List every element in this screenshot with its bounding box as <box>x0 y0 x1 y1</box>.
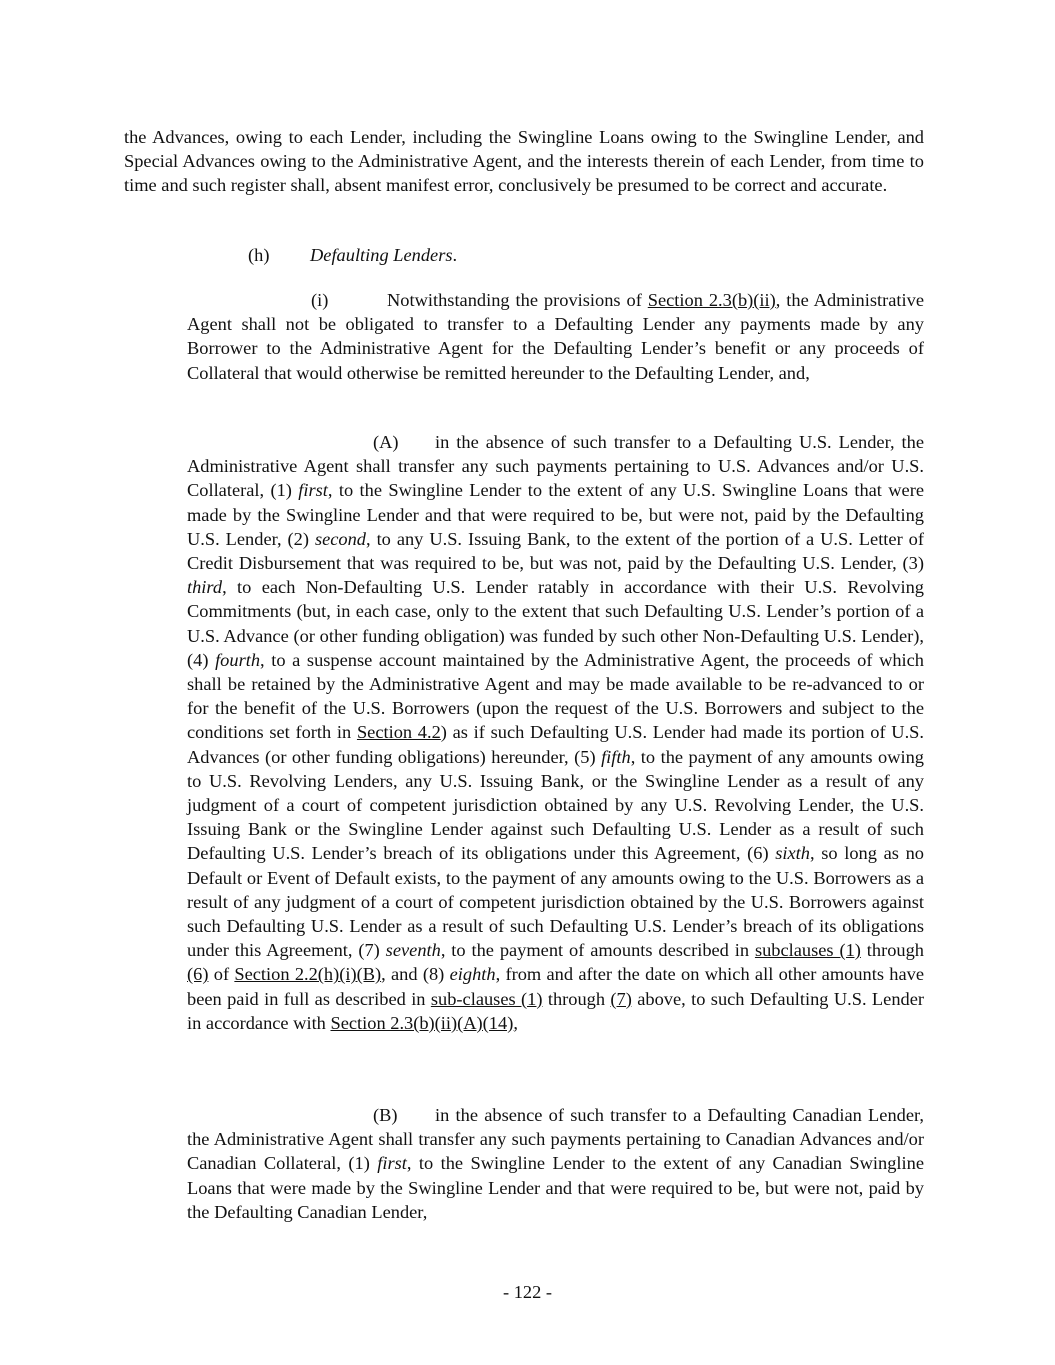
text-span: , to any U.S. Issuing Bank, to the extent of the portion of a U.S. Letter of Credit Disbursement that was required to be, but was not, paid by the Defaulting U.S. Lender, (3) <box>187 528 924 574</box>
ordinal-term: first <box>298 480 328 501</box>
text-span: , to the Swingline Lender to the extent of any Canadian Swingline Loans that were made by the Swingline Lender and that were required to be, but were not, paid by the Defaulting Canadian Lender, <box>187 1153 924 1222</box>
subsection-i-number: (i) <box>311 290 329 310</box>
ordinal-term: second <box>314 528 367 549</box>
text-span: , to each Non-Defaulting U.S. Lender ratably in accordance with their U.S. Revolving Commitments (but, in each case, only to the extent that such Defaulting U.S. Lender’s portion of a U.S. Advance (or other funding obligation) was funded by such other Non-Defaulting U.S. Lender), (4) <box>187 577 924 670</box>
subsection-i-paragraph <box>187 288 924 385</box>
ordinal-term: seventh <box>385 940 441 961</box>
text-span: , to the payment of any amounts owing to U.S. Revolving Lenders, any U.S. Issuing Bank, or the Swingline Lender as a result of any judgment of a court of competent jurisdiction obtained by any U.S. Revolving Lender, the U.S. Issuing Bank or the Swingline Lender against such Defaulting U.S. Lender as a result of such Defaulting U.S. Lender’s breach of its obligations under this Agreement, (6) <box>187 746 924 864</box>
clause-b-paragraph <box>187 1103 924 1224</box>
ordinal-term: sixth <box>775 843 810 864</box>
text-span: through <box>860 940 925 961</box>
text-span: of <box>208 964 235 985</box>
ordinal-term: fifth <box>601 746 631 767</box>
text-span: above, to such Defaulting U.S. Lender in accordance with <box>187 988 925 1033</box>
intro-paragraph <box>124 125 924 198</box>
ordinal-term: fourth <box>215 649 261 670</box>
cross-reference: Section 2.3(b)(ii)(A)(14) <box>330 1012 514 1033</box>
section-h-title: Defaulting Lenders <box>310 245 453 265</box>
clause-a-paragraph <box>187 430 924 1035</box>
ordinal-term: third <box>187 577 223 598</box>
text-span: , <box>513 1012 518 1033</box>
intro-text: the Advances, owing to each Lender, including the Swingline Loans owing to the Swingline Lender, and Special Advances owing to the Administrative Agent, and the interests therein of each Lender, from time to time and such register shall, absent manifest error, conclusively be presumed to be correct and accurate. <box>124 127 924 196</box>
text-span: , to the payment of amounts described in <box>440 940 755 961</box>
section-h-title-end: . <box>452 245 458 265</box>
cross-reference: subclauses (1) <box>754 940 861 961</box>
cross-reference: Section 2.3(b)(ii) <box>647 290 776 310</box>
text-span: in the absence of such transfer to a Defaulting Canadian Lender, the Administrative Agent shall transfer any such payments pertaining to Canadian Advances and/or Canadian Collateral, (1) <box>187 1105 924 1174</box>
text-span: Notwithstanding the provisions of <box>387 290 648 310</box>
page-number: - 122 - <box>502 1282 553 1302</box>
section-h-number: (h) <box>248 245 270 265</box>
cross-reference: sub-clauses (1) <box>430 988 543 1009</box>
text-span: , from and after the date on which all other amounts have been paid in full as described in <box>187 964 925 1009</box>
cross-reference: (7) <box>610 988 632 1009</box>
text-span: through <box>542 988 611 1009</box>
clause-a-number: (A) <box>373 432 399 452</box>
ordinal-term: eighth <box>449 964 496 985</box>
text-span: , to the Swingline Lender to the extent of any U.S. Swingline Loans that were made by the Swingline Lender and that were required to be, but were not, paid by the Defaulting U.S. Lender, (2) <box>187 480 924 549</box>
ordinal-term: first <box>377 1153 407 1174</box>
cross-reference: Section 2.2(h)(i)(B) <box>234 964 382 985</box>
text-span: , the Administrative Agent shall not be obligated to transfer to a Defaulting Lender any payments made by any Borrower to the Administrative Agent for the Defaulting Lender’s benefit or any proceeds of Collateral that would otherwise be remitted hereunder to the Defaulting Lender, and, <box>187 290 924 383</box>
text-span: , to a suspense account maintained by the Administrative Agent, the proceeds of which shall be retained by the Administrative Agent and may be made available to be re-advanced to or for the benefit of the U.S. Borrowers (upon the request of the U.S. Borrowers and subject to the conditions set forth in <box>187 649 925 743</box>
clause-b-number: (B) <box>373 1105 398 1125</box>
text-span: ) as if such Defaulting U.S. Lender had made its portion of U.S. Advances (or other funding obligations) hereunder, (5) <box>187 722 924 767</box>
text-span: in the absence of such transfer to a Defaulting U.S. Lender, the Administrative Agent shall transfer any such payments pertaining to U.S. Advances and/or U.S. Collateral, (1) <box>187 432 924 501</box>
cross-reference: (6) <box>187 964 209 985</box>
section-h-heading <box>248 243 848 267</box>
text-span: , and (8) <box>381 964 450 985</box>
cross-reference: Section 4.2 <box>356 722 441 743</box>
text-span: , so long as no Default or Event of Default exists, to the payment of any amounts owing to the U.S. Borrowers as a result of any judgment of a court of competent jurisdiction obtained by the U.S. Borrowers against such Defaulting U.S. Lender as a result of such Defaulting U.S. Lender’s breach of its obligations under this Agreement, (7) <box>187 843 924 961</box>
